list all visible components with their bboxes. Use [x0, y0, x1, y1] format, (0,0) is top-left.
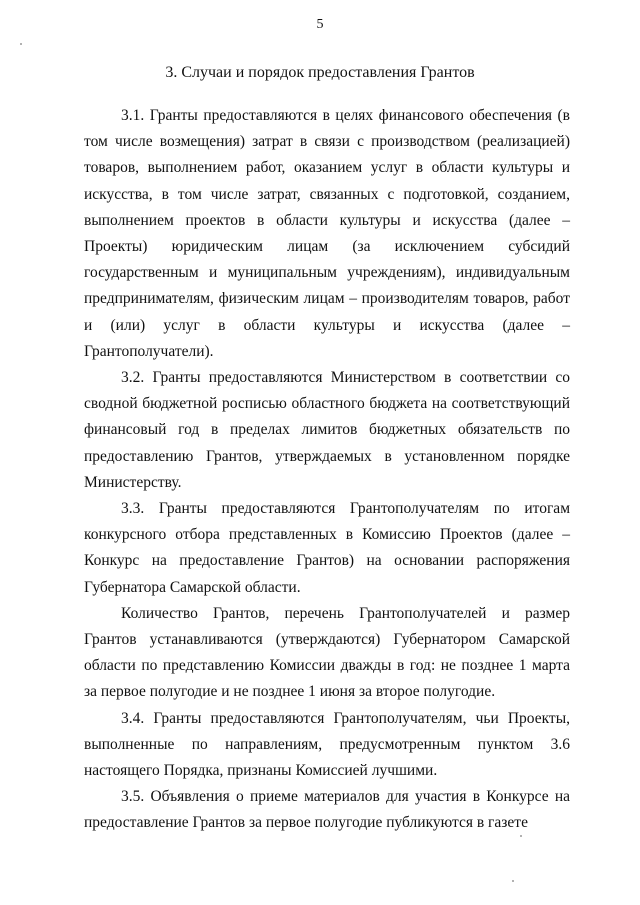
scan-speck [20, 43, 22, 45]
paragraph-3-3: 3.3. Гранты предоставляются Грантополучателям по итогам конкурсного отбора представленных в Комиссию Проектов (далее – Конкурс на предоставление Грантов) на основании распоряжения Губернатора Самарской области. [84, 500, 570, 596]
paragraph-3-1: 3.1. Гранты предоставляются в целях финансового обеспечения (в том числе возмещения) затрат в связи с производством (реализацией) товаров, выполнением работ, оказанием услуг в области культуры и искусства, в том числе затрат, связанных с подготовкой, созданием, выполнением проектов в области культуры и искусства (далее – Проекты) юридическим лицам (за исключением субсидий государственным и муниципальным учреждениям), индивидуальным предпринимателям, физическим лицам – производителям товаров, работ и (или) услуг в области культуры и искусства (далее – Грантополучатели). [84, 107, 570, 360]
paragraph-3-3-continued: Количество Грантов, перечень Грантополучателей и размер Грантов устанавливаются (утверждаются) Губернатором Самарской области по представлению Комиссии дважды в год: не позднее 1 марта за первое полугодие и не позднее 1 июня за второе полугодие. [84, 604, 570, 701]
paragraph-3-2: 3.2. Гранты предоставляются Министерством в соответствии со сводной бюджетной росписью областного бюджета на соответствующий финансовый год в пределах лимитов бюджетных обязательств по предоставлению Грантов, утверждаемых в установленном порядке Министерству. [84, 369, 570, 491]
scan-speck [512, 880, 514, 882]
page-number: 5 [316, 17, 324, 32]
section-heading: 3. Случаи и порядок предоставления Грантов [165, 64, 475, 81]
paragraph-3-4: 3.4. Гранты предоставляются Грантополучателям, чьи Проекты, выполненные по направлениям, предусмотренным пунктом 3.6 настоящего Порядка, признаны Комиссией лучшими. [84, 709, 570, 780]
document-body [84, 103, 570, 837]
paragraph-3-5: 3.5. Объявления о приеме материалов для участия в Конкурсе на предоставление Грантов за первое полугодие публикуются в газете [84, 788, 570, 832]
